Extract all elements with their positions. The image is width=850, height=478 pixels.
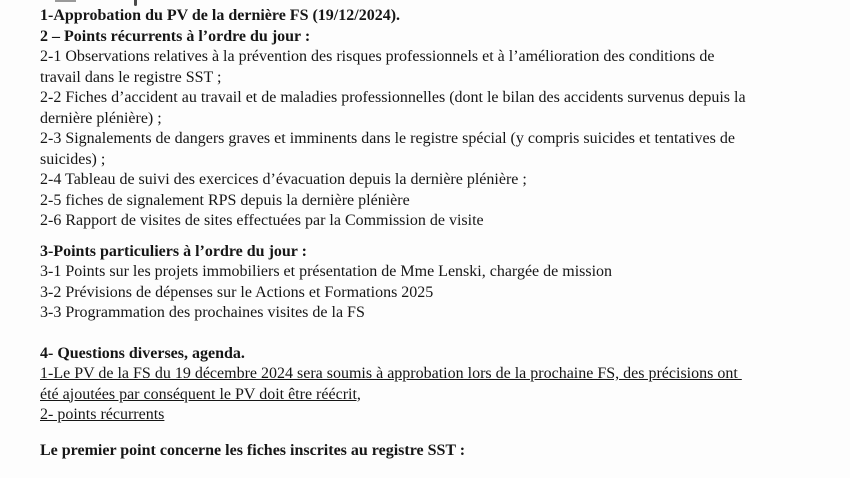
item-2-2-line-2: dernière plénière) ; xyxy=(40,109,162,127)
heading-item-3: 3-Points particuliers à l’ordre du jour : xyxy=(40,242,307,260)
paragraph-spacer xyxy=(40,324,840,344)
paragraph-spacer xyxy=(40,426,840,441)
heading-item-2: 2 – Points récurrents à l’ordre du jour : xyxy=(40,27,311,45)
heading-premier-point: Le premier point concerne les fiches inscrites au registre SST : xyxy=(40,441,466,459)
item-2-3-line-1: 2-3 Signalements de dangers graves et imminents dans le registre spécial (y compris suicides et tentatives de xyxy=(40,130,735,147)
note-points-recurrents: 2- points récurrents xyxy=(40,406,165,423)
paragraph-spacer xyxy=(40,232,840,242)
item-3-1: 3-1 Points sur les projets immobiliers et présentation de Mme Lenski, chargée de mission xyxy=(40,263,613,280)
clipped-line-remnant xyxy=(55,0,76,2)
item-2-1-line-2: travail dans le registre SST ; xyxy=(40,68,222,86)
item-2-5: 2-5 fiches de signalement RPS depuis la dernière plénière xyxy=(40,191,410,209)
note-pv-line-2: été ajoutées par conséquent le PV doit être réécrit, xyxy=(40,385,361,403)
heading-item-1: 1-Approbation du PV de la dernière FS (19/12/2024). xyxy=(40,7,401,24)
item-3-3: 3-3 Programmation des prochaines visites de la FS xyxy=(40,304,365,321)
item-3-2: 3-2 Prévisions de dépenses sur le Actions et Formations 2025 xyxy=(40,283,434,301)
document-body xyxy=(40,6,840,461)
heading-item-4: 4- Questions diverses, agenda. xyxy=(40,344,245,362)
item-2-1-line-1: 2-1 Observations relatives à la prévention des risques professionnels et à l’amélioration des conditions de xyxy=(40,48,715,65)
item-2-6: 2-6 Rapport de visites de sites effectuées par la Commission de visite xyxy=(40,212,484,229)
item-2-2-line-1: 2-2 Fiches d’accident au travail et de maladies professionnelles (dont le bilan des accidents survenus depuis la xyxy=(40,89,746,106)
item-2-4: 2-4 Tableau de suivi des exercices d’évacuation depuis la dernière plénière ; xyxy=(40,171,527,188)
item-2-3-line-2: suicides) ; xyxy=(40,150,106,168)
note-pv-line-1: 1-Le PV de la FS du 19 décembre 2024 sera soumis à approbation lors de la prochaine FS, des précisions ont xyxy=(40,365,742,382)
